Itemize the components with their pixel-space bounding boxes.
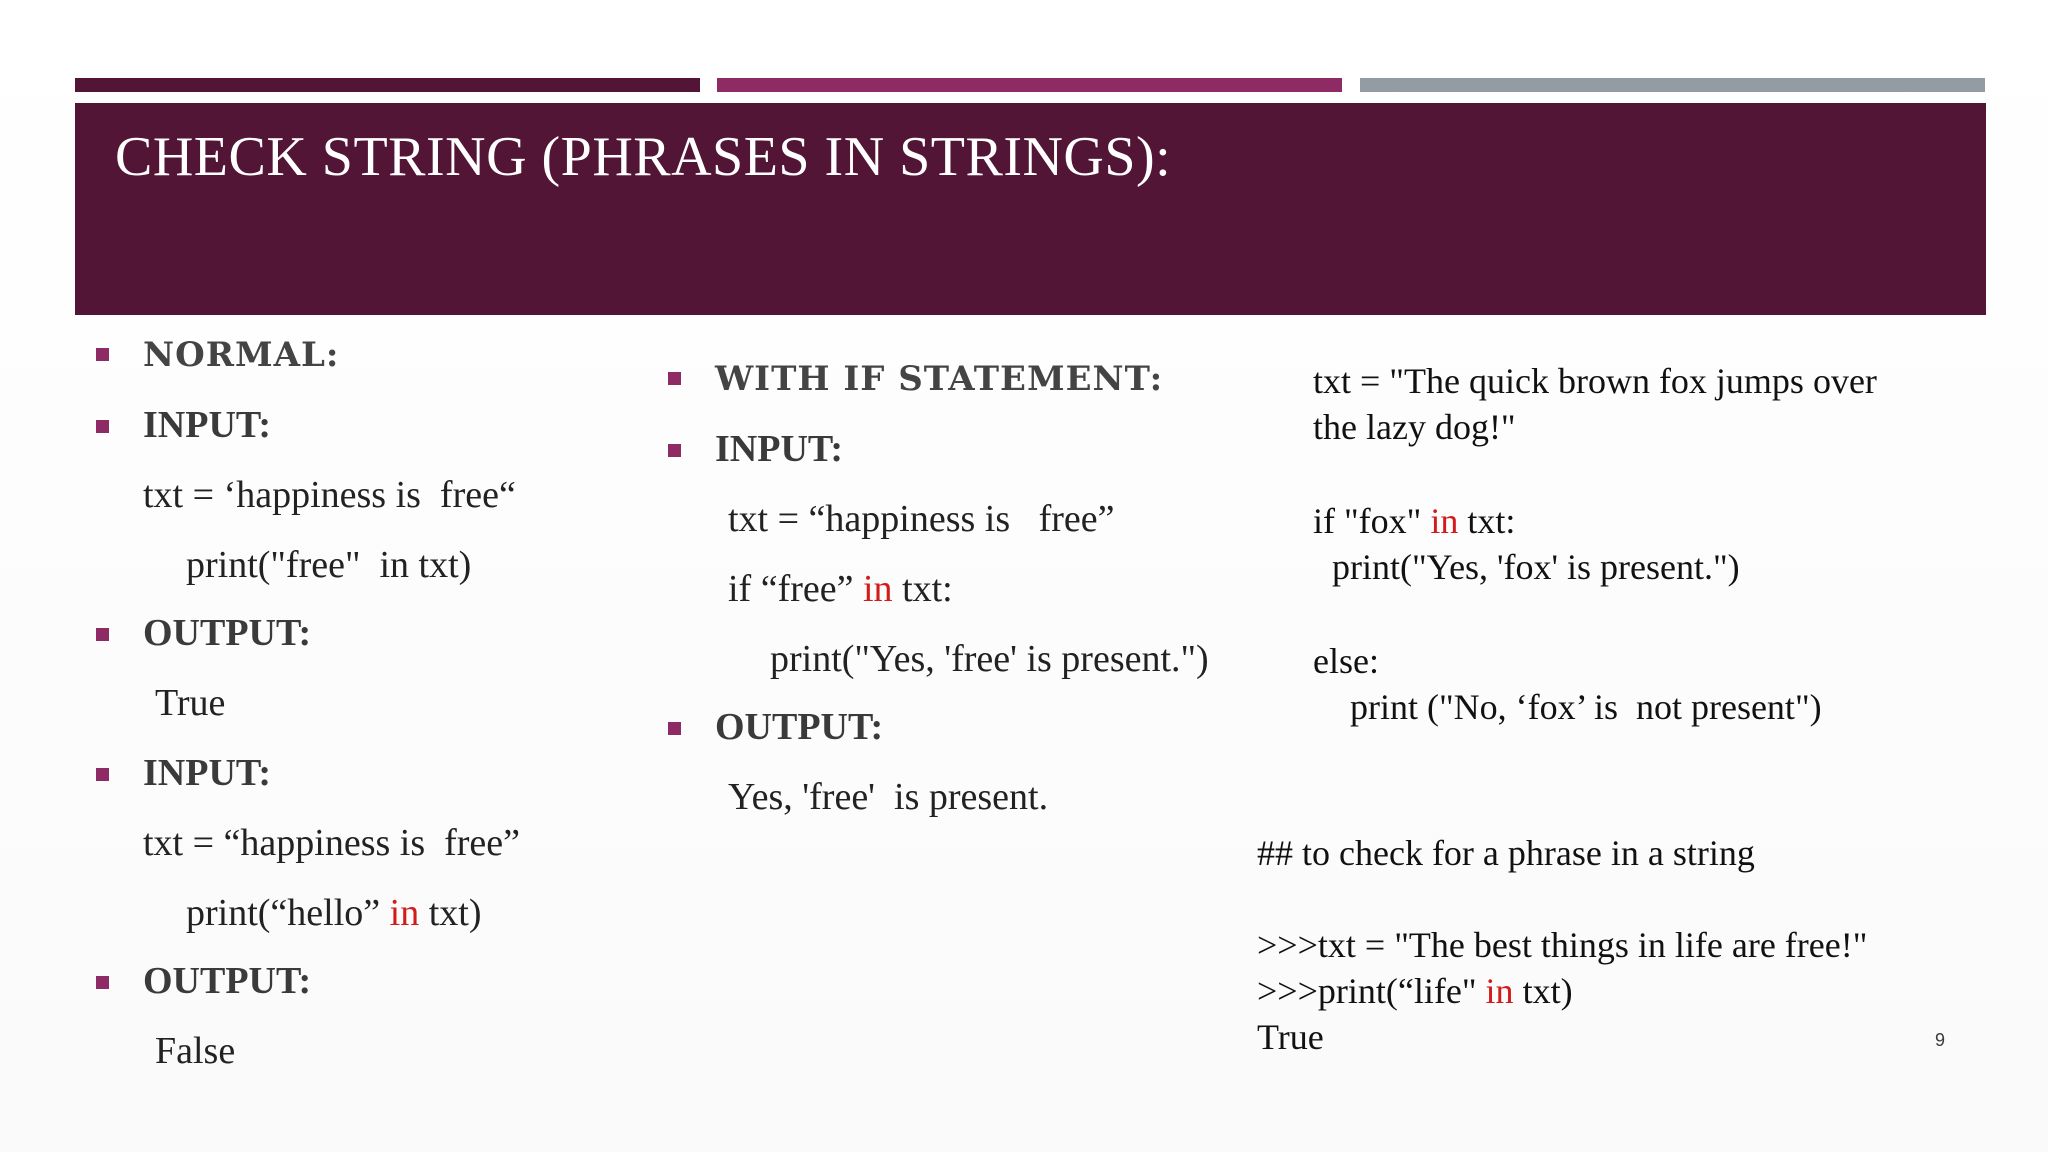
bullet-icon <box>668 722 681 735</box>
output-value: True <box>155 682 226 724</box>
code-line: the lazy dog!" <box>1313 407 1516 447</box>
keyword-in: in <box>863 568 893 610</box>
title-banner <box>75 103 1986 315</box>
code-line: else: <box>1313 641 1379 681</box>
code-text: txt) <box>419 892 482 934</box>
slide-title: CHECK STRING (PHRASES IN STRINGS): <box>115 126 1172 188</box>
heading-output: OUTPUT: <box>715 706 884 748</box>
heading-input-2: INPUT: <box>143 752 272 794</box>
keyword-in: in <box>1430 501 1459 541</box>
output-value: False <box>155 1030 236 1072</box>
code-text: txt: <box>1458 501 1516 541</box>
code-line: txt = ‘happiness is free“ <box>143 474 516 516</box>
accent-bar-magenta <box>717 78 1342 92</box>
accent-bar-gray <box>1360 78 1985 92</box>
keyword-in: in <box>1485 971 1514 1011</box>
bullet-icon <box>96 420 109 433</box>
code-text: txt) <box>1513 971 1573 1011</box>
code-line <box>1313 498 1515 544</box>
bullet-icon <box>96 976 109 989</box>
code-line: print ("No, ‘fox’ is not present") <box>1350 687 1822 727</box>
code-line: print("Yes, 'fox' is present.") <box>1332 547 1740 587</box>
code-line: txt = “happiness is free” <box>143 822 521 864</box>
heading-input: INPUT: <box>715 428 844 470</box>
heading-input-1: INPUT: <box>143 404 272 446</box>
code-line <box>186 890 481 936</box>
code-line: txt = “happiness is free” <box>728 498 1115 540</box>
bullet-icon <box>96 348 109 361</box>
bullet-icon <box>96 768 109 781</box>
code-text: if "fox" <box>1313 501 1431 541</box>
heading-output-2: OUTPUT: <box>143 960 312 1002</box>
bullet-icon <box>96 628 109 641</box>
keyword-in: in <box>389 892 420 934</box>
bullet-icon <box>668 372 681 385</box>
code-text: if “free” <box>728 568 863 610</box>
output-value: Yes, 'free' is present. <box>728 776 1049 818</box>
bullet-icon <box>668 444 681 457</box>
code-text: >>>print(“life" <box>1257 971 1486 1011</box>
repl-line <box>1257 968 1573 1014</box>
repl-line: >>>txt = "The best things in life are free!" <box>1257 925 1868 965</box>
code-text: print(“hello” <box>186 892 390 934</box>
code-line: print("Yes, 'free' is present.") <box>770 638 1209 680</box>
page-number: 9 <box>1935 1030 1946 1050</box>
code-line: txt = "The quick brown fox jumps over <box>1313 361 1877 401</box>
code-line <box>728 566 953 612</box>
accent-bar-dark <box>75 78 700 92</box>
heading-normal: NORMAL: <box>143 335 340 375</box>
comment-line: ## to check for a phrase in a string <box>1257 833 1755 873</box>
heading-output-1: OUTPUT: <box>143 612 312 654</box>
repl-output: True <box>1257 1017 1324 1057</box>
heading-with-if: WITH IF STATEMENT: <box>715 359 1164 399</box>
code-line: print("free" in txt) <box>186 544 472 586</box>
code-text: txt: <box>892 568 953 610</box>
